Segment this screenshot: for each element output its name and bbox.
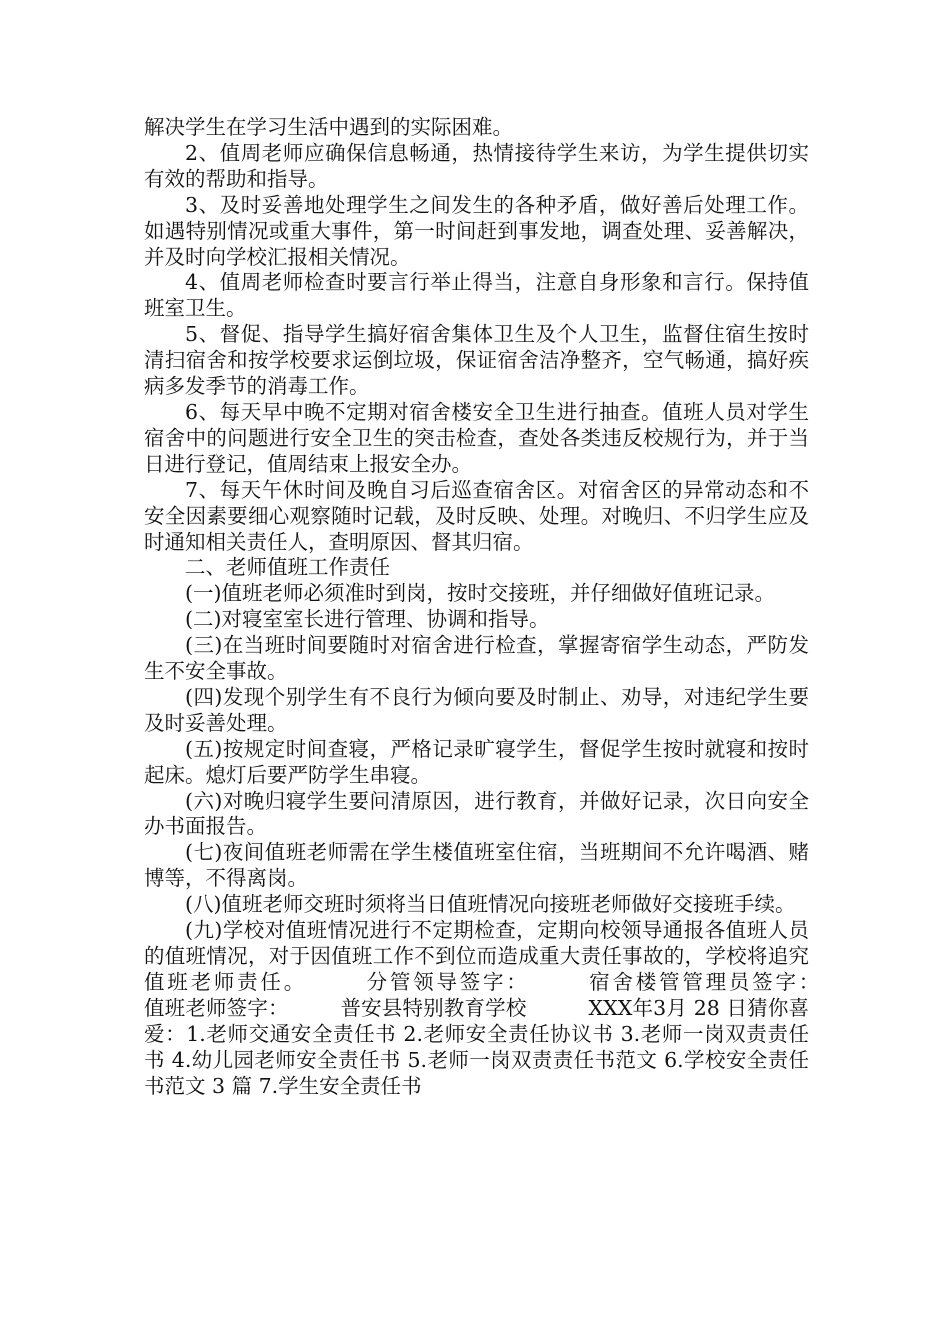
duty-item-8: (八)值班老师交班时须将当日值班情况向接班老师做好交接班手续。: [185, 892, 796, 917]
paragraph-item-2: 2、值周老师应确保信息畅通，热情接待学生来访，为学生提供切实有效的帮助和指导。: [144, 140, 809, 191]
paragraph-item-7: 7、每天午休时间及晚自习后巡查宿舍区。对宿舍区的异常动态和不安全因素要细心观察随时记载，及时反映、处理。对晚归、不归学生应及时通知相关责任人，查明原因、督其归宿。: [144, 477, 809, 554]
duty-item-5: (五)按规定时间查寝，严格记录旷寝学生，督促学生按时就寝和按时起床。熄灯后要严防学生串寝。: [144, 736, 809, 787]
duty-item-2: (二)对寝室室长进行管理、协调和指导。: [185, 607, 550, 632]
duty-item-9-and-signatures: (九)学校对值班情况进行不定期检查，定期向校领导通报各值班人员的值班情况，对于因值班工作不到位而造成重大责任事故的，学校将追究值班老师责任。 分管领导签字： 宿舍楼管管理员签字： 值班老师签字： 普安县特别教育学校 XXX年3月 28 日猜你喜爱：1.老师交通安全责任书 2.老师安全责任协议书 3.老师一岗双责责任书 4.幼儿园老师安全责任书 5.老师一岗双责责任书范文 6.学校安全责任书范文 3 篇 7.学生安全责任书: [144, 918, 871, 1098]
duty-item-3: (三)在当班时间要随时对宿舍进行检查，掌握寄宿学生动态，严防发生不安全事故。: [144, 633, 809, 684]
paragraph-continuation: 解决学生在学习生活中遇到的实际困难。: [144, 115, 513, 139]
paragraph-item-4: 4、值周老师检查时要言行举止得当，注意自身形象和言行。保持值班室卫生。: [144, 270, 809, 321]
duty-item-1: (一)值班老师必须准时到岗，按时交接班，并仔细做好值班记录。: [185, 581, 775, 606]
document-page: [144, 115, 871, 1099]
paragraph-item-3: 3、及时妥善地处理学生之间发生的各种矛盾，做好善后处理工作。如遇特别情况或重大事件，第一时间赶到事发地，调查处理、妥善解决，并及时向学校汇报相关情况。: [144, 192, 809, 269]
section-heading: 二、老师值班工作责任: [185, 555, 390, 580]
duty-item-7: (七)夜间值班老师需在学生楼值班室住宿，当班期间不允许喝酒、赌博等，不得离岗。: [144, 840, 809, 891]
duty-item-4: (四)发现个别学生有不良行为倾向要及时制止、劝导，对违纪学生要及时妥善处理。: [144, 684, 809, 735]
paragraph-item-5: 5、督促、指导学生搞好宿舍集体卫生及个人卫生，监督住宿生按时清扫宿舍和按学校要求运倒垃圾，保证宿舍洁净整齐，空气畅通，搞好疾病多发季节的消毒工作。: [144, 322, 809, 399]
paragraph-item-6: 6、每天早中晚不定期对宿舍楼安全卫生进行抽查。值班人员对学生宿舍中的问题进行安全卫生的突击检查，查处各类违反校规行为，并于当日进行登记，值周结束上报安全办。: [144, 399, 809, 476]
duty-item-6: (六)对晚归寝学生要问清原因，进行教育，并做好记录，次日向安全办书面报告。: [144, 788, 809, 839]
